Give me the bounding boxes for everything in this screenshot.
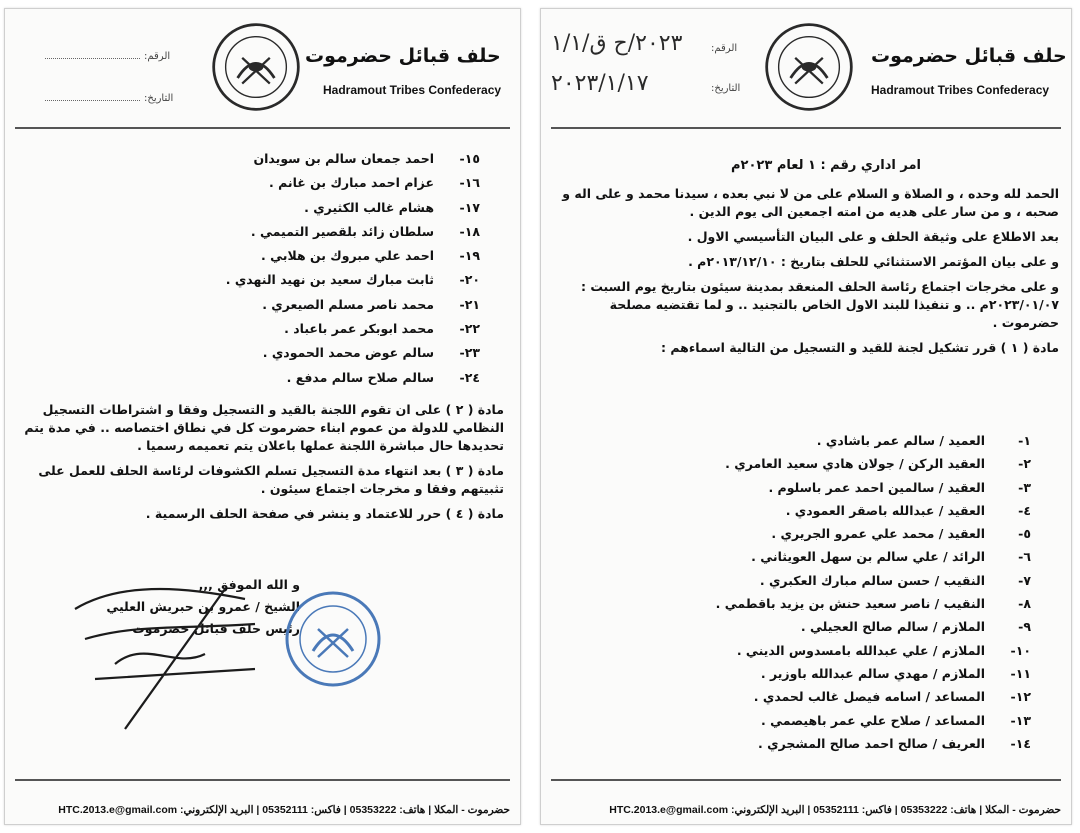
list-item-name: العريف / صالح احمد صالح المشجري .	[758, 735, 985, 751]
list-item	[40, 297, 480, 321]
contact-footer: حضرموت - المكلا | هاتف: 05353222 | فاكس: 05352111 | البريد الإلكتروني: HTC.2013.e@gmail.com	[609, 804, 1061, 816]
list-item-name: المساعد / اسامه فيصل غالب لحمدي .	[753, 689, 985, 705]
list-item	[581, 480, 1031, 503]
preamble-block	[554, 185, 1059, 364]
list-item-name: العقيد / عبدالله باصقر العمودي .	[785, 502, 985, 518]
members-list-continued	[40, 151, 480, 394]
letterhead	[541, 9, 1071, 127]
list-item-name: احمد علي مبروك بن هلابي .	[261, 248, 434, 264]
list-item	[581, 619, 1031, 642]
list-item	[581, 666, 1031, 689]
header-divider	[551, 127, 1061, 129]
list-item-number: ٢٢-	[459, 321, 480, 337]
list-item	[581, 596, 1031, 619]
list-item-number: ١٦-	[459, 175, 480, 191]
list-item	[40, 151, 480, 175]
document-page-2	[4, 8, 521, 825]
footer-divider	[15, 779, 510, 781]
list-item-name: عزام احمد مبارك بن غانم .	[268, 175, 434, 191]
reference-paragraph-1: بعد الاطلاع على وثيقة الحلف و على البيان التأسيسي الاول .	[687, 229, 1059, 244]
list-item-number: ١١-	[1010, 665, 1031, 681]
list-item	[40, 321, 480, 345]
article-1: مادة ( ١ ) قرر تشكيل لجنة للقيد و التسجيل من التالية اسماءهم :	[661, 340, 1059, 355]
list-item	[581, 526, 1031, 549]
list-item-number: ١٥-	[459, 151, 480, 166]
list-item-name: ثابت مبارك سعيد بن نهيد النهدي .	[225, 272, 434, 288]
list-item-number: ٢٠-	[459, 272, 480, 288]
list-item-name: النقيب / ناصر سعيد حنش بن يزيد باقطمي .	[715, 596, 985, 612]
date-handwritten: ٢٠٢٣/١/١٧	[551, 71, 649, 96]
date-line	[45, 91, 140, 101]
org-title-en: Hadramout Tribes Confederacy	[871, 83, 1050, 97]
org-title-ar: حلف قبائل حضرموت	[871, 45, 1067, 67]
list-item-name: الملازم / سالم صالح العجيلي .	[800, 619, 985, 635]
list-item-name: العقيد / سالمين احمد عمر باسلوم .	[768, 479, 985, 495]
reference-paragraph-3: و على مخرجات اجتماع رئاسة الحلف المنعقد بمدينة سيئون بتاريخ يوم السبت : ٢٠٢٣/٠١/٠٧م .. و تنفيذا للبند الاول الخاص بالتجنيد .. و لما تقتضيه مصلحة حضرموت .	[580, 279, 1059, 330]
list-item	[40, 248, 480, 272]
list-item-name: الملازم / علي عبدالله بامسدوس الديني .	[736, 642, 985, 658]
list-item-number: ٩-	[1018, 619, 1031, 635]
list-item-number: ١-	[1018, 433, 1031, 448]
list-item	[40, 200, 480, 224]
reference-paragraph-2: و على بيان المؤتمر الاستثنائي للحلف بتاريخ : ٢٠١٣/١٢/١٠م .	[688, 254, 1059, 269]
handwritten-signature-icon	[55, 569, 275, 739]
list-item-number: ٦-	[1018, 549, 1031, 565]
list-item-number: ٧-	[1018, 572, 1031, 588]
list-item	[40, 175, 480, 199]
list-item	[581, 549, 1031, 572]
list-item	[581, 713, 1031, 736]
list-item-name: المساعد / صلاح علي عمر باهيصمي .	[760, 712, 985, 728]
list-item-name: هشام غالب الكثيري .	[304, 199, 434, 215]
list-item-number: ١٢-	[1010, 689, 1031, 705]
list-item-number: ٤-	[1018, 502, 1031, 518]
list-item	[40, 224, 480, 248]
order-title: امر اداري رقم : ١ لعام ٢٠٢٣م	[731, 158, 921, 173]
list-item-number: ٢١-	[459, 296, 480, 312]
article-3: مادة ( ٣ ) بعد انتهاء مدة التسجيل تسلم الكشوفات لرئاسة الحلف للعمل على تثبيتهم وفقا و مخرجات اجتماع سيئون .	[38, 463, 504, 496]
list-item-name: العقيد / محمد علي عمرو الجريري .	[771, 526, 985, 542]
list-item	[581, 456, 1031, 479]
blue-stamp-icon	[283, 589, 383, 689]
list-item-number: ١٧-	[459, 199, 480, 215]
signer-title: رئيس حلف قبائل حضرموت	[132, 621, 300, 636]
list-item-name: العميد / سالم عمر باشادي .	[816, 433, 985, 448]
list-item-number: ١٣-	[1010, 712, 1031, 728]
list-item-name: الرائد / علي سالم بن سهل العويثاني .	[751, 549, 985, 565]
list-item-number: ٢-	[1018, 456, 1031, 472]
seal-logo-icon	[763, 21, 855, 113]
date-label: التاريخ:	[144, 93, 174, 104]
ref-field	[45, 49, 170, 62]
list-item-number: ١٤-	[1010, 735, 1031, 751]
list-item-number: ٨-	[1018, 596, 1031, 612]
list-item-name: احمد جمعان سالم بن سويدان	[253, 151, 434, 166]
ref-handwritten: ٢٠٢٣/ح ق/١/١	[551, 31, 683, 56]
list-item-number: ٢٤-	[459, 369, 480, 385]
list-item	[581, 689, 1031, 712]
list-item-name: سالم عوض محمد الحمودي .	[262, 345, 434, 361]
date-label: التاريخ:	[711, 83, 741, 94]
members-list	[581, 433, 1031, 759]
list-item-number: ١٠-	[1010, 642, 1031, 658]
ref-label: الرقم:	[144, 51, 171, 62]
list-item	[581, 573, 1031, 596]
org-title-ar: حلف قبائل حضرموت	[305, 45, 501, 67]
articles-block	[20, 401, 504, 530]
list-item	[40, 345, 480, 369]
list-item	[40, 370, 480, 394]
footer-divider	[551, 779, 1061, 781]
document-page-1	[540, 8, 1072, 825]
letterhead	[5, 9, 520, 127]
list-item-number: ١٨-	[459, 223, 480, 239]
ref-label: الرقم:	[711, 43, 738, 54]
list-item	[581, 643, 1031, 666]
list-item-name: العقيد الركن / جولان هادي سعيد العامري .	[725, 456, 985, 472]
header-divider	[15, 127, 510, 129]
list-item	[581, 503, 1031, 526]
list-item-name: الملازم / مهدي سالم عبدالله باوزير .	[760, 665, 985, 681]
article-2: مادة ( ٢ ) على ان تقوم اللجنة بالقيد و التسجيل وفقا و اشتراطات التسجيل النظامي للدولة من عموم ابناء حضرموت كل في نطاق اختصاصه .. في مدة يتم تحديدها حال مباشرة اللجنة عملها باعلان يتم تعميمه رسميا .	[24, 402, 504, 453]
list-item-name: سالم صلاح سالم مدفع .	[286, 369, 434, 385]
list-item-number: ١٩-	[459, 248, 480, 264]
list-item-name: محمد ابوبكر عمر باعباد .	[284, 321, 434, 337]
list-item-number: ٣-	[1018, 479, 1031, 495]
list-item-number: ٢٣-	[459, 345, 480, 361]
list-item-number: ٥-	[1018, 526, 1031, 542]
list-item	[581, 433, 1031, 456]
org-title-en: Hadramout Tribes Confederacy	[323, 83, 502, 97]
list-item-name: سلطان زائد بلقصير التميمي .	[250, 223, 434, 239]
contact-footer: حضرموت - المكلا | هاتف: 05353222 | فاكس: 05352111 | البريد الإلكتروني: HTC.2013.e@gmail.com	[58, 804, 510, 816]
ref-line	[45, 49, 140, 59]
signer-name: الشيخ / عمرو بن حبريش العليي	[106, 599, 300, 614]
list-item-name: النقيب / حسن سالم مبارك العكبري .	[759, 572, 985, 588]
seal-logo-icon	[210, 21, 302, 113]
date-field	[45, 91, 173, 104]
preamble-paragraph: الحمد لله وحده ، و الصلاة و السلام على من لا نبي بعده ، سيدنا محمد و على اله و صحبه ، و من سار على هديه من امته اجمعين الى يوم الدين .	[562, 186, 1059, 219]
list-item	[581, 736, 1031, 759]
list-item-name: محمد ناصر مسلم الصيعري .	[262, 296, 434, 312]
closing-text: و الله الموفق ,,,	[198, 577, 300, 592]
list-item	[40, 272, 480, 296]
article-4: مادة ( ٤ ) حرر للاعتماد و ينشر في صفحة الحلف الرسمية .	[145, 506, 504, 521]
